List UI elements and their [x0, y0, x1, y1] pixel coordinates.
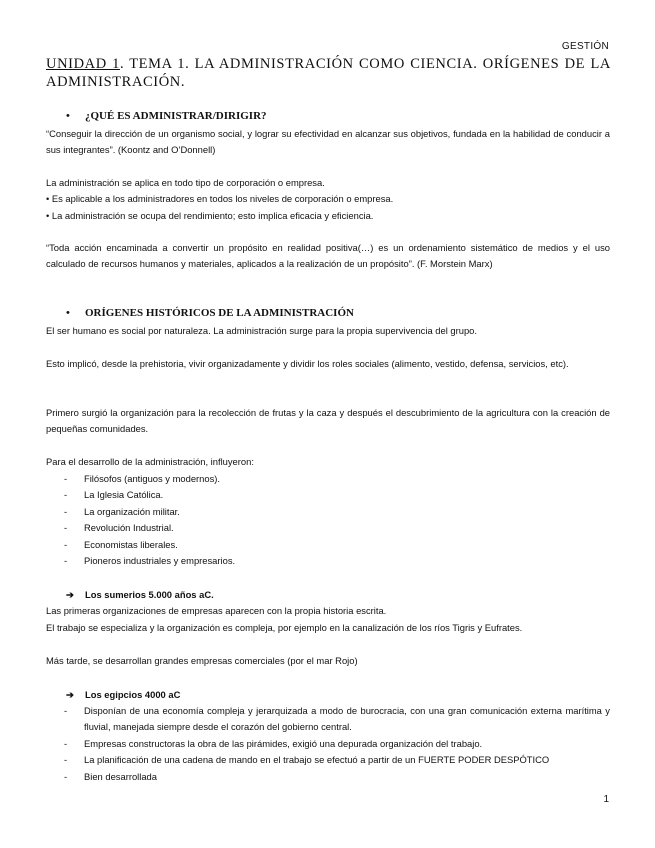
- list-item: - Disponían de una economía compleja y jerarquizada a modo de burocracia, con una gran comunicación externa marítima y fluvial, manejada siempre desde el corazón del gobierno central.: [64, 705, 610, 733]
- paragraph: • Es aplicable a los administradores en todos los niveles de corporación o empresa.: [46, 193, 394, 204]
- list-item: - Empresas constructoras la obra de las pirámides, exigió una depurada organización del trabajo.: [64, 736, 610, 752]
- paragraph: • La administración se ocupa del rendimiento; esto implica eficacia y eficiencia.: [46, 210, 374, 221]
- dash-bullet: -: [64, 506, 68, 517]
- dash-bullet: -: [64, 738, 68, 749]
- paragraph: Esto implicó, desde la prehistoria, vivir organizadamente y dividir los roles sociales (alimento, vestido, defensa, servicios, etc).: [46, 358, 569, 369]
- list-item: - La planificación de una cadena de mando en el trabajo se efectuó a partir de un FUERTE PODER DESPÓTICO: [64, 752, 610, 768]
- section-heading-label: ORÍGENES HISTÓRICOS DE LA ADMINISTRACIÓN: [85, 307, 354, 319]
- paragraph: Las primeras organizaciones de empresas aparecen con la propia historia escrita.: [46, 605, 387, 616]
- paragraph: El ser humano es social por naturaleza. La administración surge para la propia supervivencia del grupo.: [46, 325, 477, 336]
- quote-marx: “Toda acción encaminada a convertir un propósito en realidad positiva(…) es un ordenamiento sistemático de medios y el uso calculado de recursos humanos y materiales, aplicados a la realización de un propósito”. (F. Morstein Marx): [46, 242, 610, 270]
- dash-bullet: -: [64, 473, 68, 484]
- section-heading-label: ¿QUÉ ES ADMINISTRAR/DIRIGIR?: [85, 110, 267, 122]
- dash-bullet: -: [64, 555, 68, 566]
- paragraph: El trabajo se especializa y la organización es compleja, por ejemplo en la canalización de los ríos Tigris y Eufrates.: [46, 622, 523, 633]
- dash-bullet: -: [64, 705, 68, 716]
- dash-bullet: -: [64, 539, 68, 550]
- dash-bullet: -: [64, 754, 68, 765]
- paragraph: Más tarde, se desarrollan grandes empresas comerciales (por el mar Rojo): [46, 655, 358, 666]
- page-number: 1: [603, 794, 609, 805]
- arrow-right-icon: ➔: [66, 589, 74, 600]
- bullet-icon: •: [66, 307, 70, 319]
- dash-bullet: -: [64, 522, 68, 533]
- document-page: GESTIÓN UNIDAD 1. TEMA 1. LA ADMINISTRACIÓN COMO CIENCIA. ORÍGENES DE LA ADMINISTRACIÓN. • ¿QUÉ ES ADMINISTRAR/DIRIGIR? “Conseguir la dirección de un organismo social, y lograr su efectividad en alcanzar sus objetivos, fundada en la habilidad de conducir a sus integrantes”. (Koontz and O’Donnell) La administración se aplica en todo tipo de corporación o empresa. • Es aplicable a los administradores en todos los niveles de corporación o empresa. • La administración se ocupa del rendimiento; esto implica eficacia y eficiencia. “Toda acción encaminada a convertir un propósito en realidad positiva(…) es un ordenamiento sistemático de medios y el uso calculado de recursos humanos y materiales, aplicados a la realización de un propósito”. (F. Morstein Marx) • ORÍGENES HISTÓRICOS DE LA ADMINISTRACIÓN El ser humano es social por naturaleza. La administración surge para la propia supervivencia del grupo. Esto implicó, desde la prehistoria, vivir organizadamente y dividir los roles sociales (alimento, vestido, defensa, servicios, etc). Primero surgió la organización para la recolección de frutas y la caza y después el descubrimiento de la agricultura con la creación de pequeñas comunidades. Para el desarrollo de la administración, influyeron: - Filósofos (antiguos y modernos). - La Iglesia Católica. - La organización militar. - Revolución Industrial. - Economistas liberales. - Pioneros industriales y empresarios. ➔ Los sumerios 5.000 años aC. Las primeras organizaciones de empresas aparecen con la propia historia escrita. El trabajo se especializa y la organización es compleja, por ejemplo en la canalización de los ríos Tigris y Eufrates. Más tarde, se desarrollan grandes empresas comerciales (por el mar Rojo) ➔ Los egipcios 4000 aC - Disponían de una economía compleja y jerarquizada a modo de burocracia, con una gran comunicación externa marítima y fluvial, manejada siempre desde el corazón del gobierno central. - Empresas constructoras la obra de las pirámides, exigió una depurada organización del trabajo. - La planificación de una cadena de mando en el trabajo se efectuó a partir de un FUERTE PODER DESPÓTICO - Bien desarrollada 1: [46, 41, 611, 805]
- page-title: [46, 55, 611, 91]
- arrow-right-icon: ➔: [66, 689, 74, 700]
- header-section-label: GESTIÓN: [561, 41, 609, 52]
- paragraph: Para el desarrollo de la administración, influyeron:: [46, 456, 254, 467]
- dash-bullet: -: [64, 771, 68, 782]
- quote-koontz: “Conseguir la dirección de un organismo social, y lograr su efectividad en alcanzar sus objetivos, fundada en la habilidad de conducir a sus integrantes”. (Koontz and O’Donnell): [46, 128, 610, 156]
- paragraph: La administración se aplica en todo tipo de corporación o empresa.: [46, 177, 325, 188]
- bullet-icon: •: [66, 110, 70, 122]
- title-unit: UNIDAD 1: [46, 56, 120, 72]
- paragraph: Primero surgió la organización para la recolección de frutas y la caza y después el descubrimiento de la agricultura con la creación de pequeñas comunidades.: [46, 407, 610, 435]
- title-rest: . TEMA 1. LA ADMINISTRACIÓN COMO CIENCIA. ORÍGENES DE LA ADMINISTRACIÓN.: [46, 56, 611, 90]
- dash-bullet: -: [64, 489, 68, 500]
- list-item: - Bien desarrollada: [64, 769, 610, 785]
